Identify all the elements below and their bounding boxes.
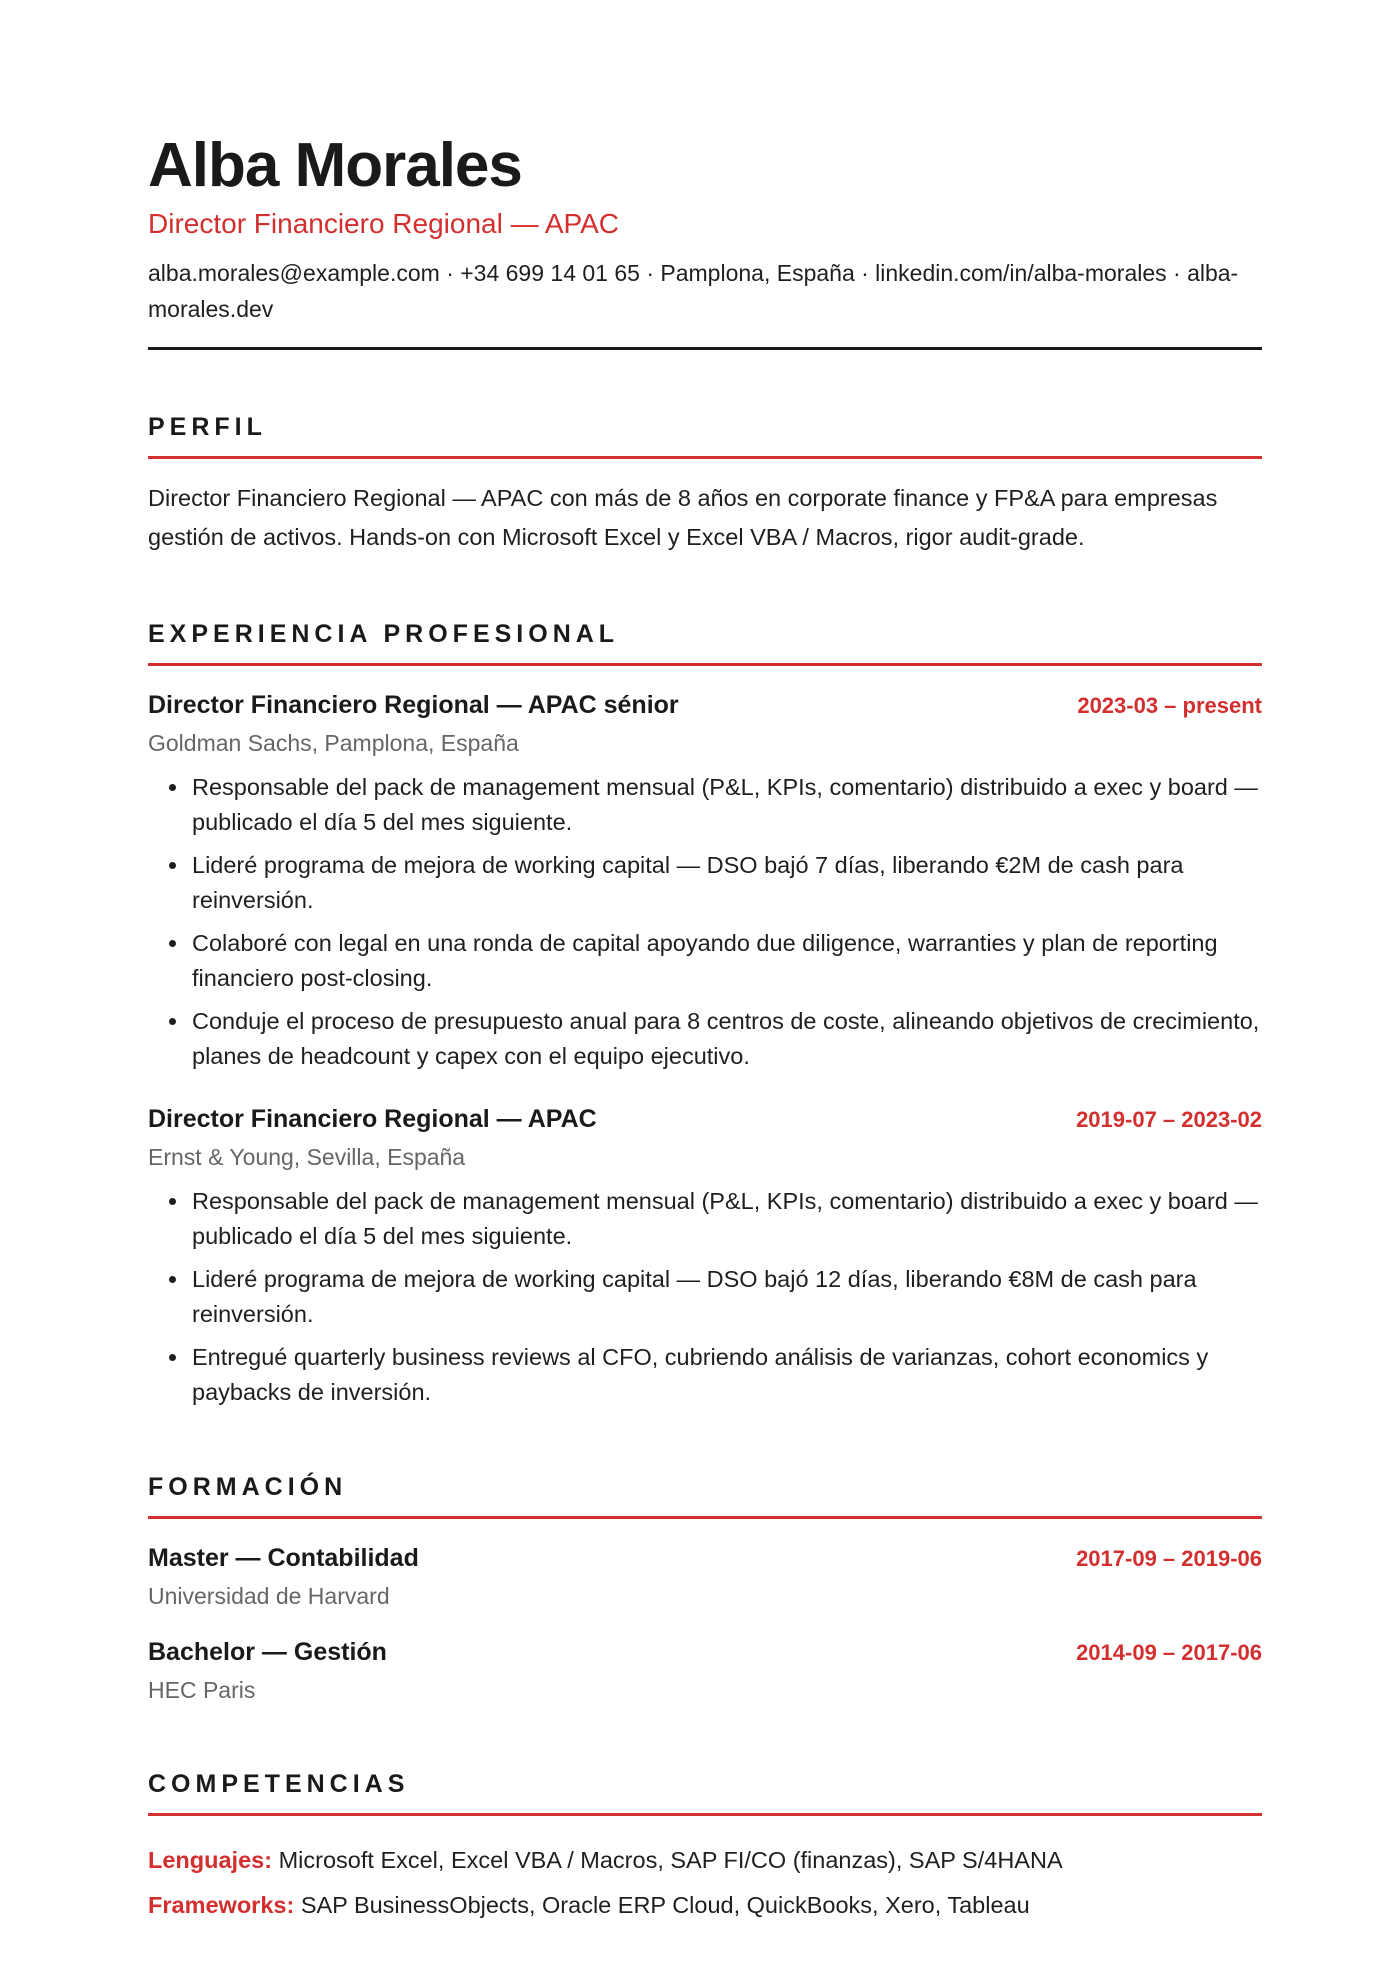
- experience-section: [148, 619, 1262, 1410]
- education-section: [148, 1472, 1262, 1707]
- job-bullet: • Responsable del pack de management mensual (P&L, KPIs, comentario) distribuido a exec y board — publicado el día 5 del mes siguiente.: [190, 770, 1262, 840]
- job-company: Goldman Sachs, Pamplona, España: [148, 730, 519, 756]
- job-title: Director Financiero Regional — APAC sénior: [148, 691, 679, 719]
- education-header: [148, 1541, 1262, 1576]
- section-title-education: FORMACIÓN: [148, 1472, 1262, 1519]
- school-name: Universidad de Harvard: [148, 1583, 390, 1609]
- job-bullet: • Conduje el proceso de presupuesto anual para 8 centros de coste, alineando objetivos de crecimiento, planes de headcount y capex con el equipo ejecutivo.: [190, 1004, 1262, 1074]
- section-title-skills: COMPETENCIAS: [148, 1769, 1262, 1816]
- skill-label: Lenguajes:: [148, 1847, 273, 1873]
- candidate-name: Alba Morales: [148, 131, 522, 200]
- section-title-experience: EXPERIENCIA PROFESIONAL: [148, 619, 1262, 666]
- header-divider: [148, 347, 1262, 350]
- job-title: Director Financiero Regional — APAC: [148, 1105, 597, 1133]
- resume-header: [148, 128, 1262, 350]
- degree-title: Master — Contabilidad: [148, 1544, 419, 1572]
- skill-value: Microsoft Excel, Excel VBA / Macros, SAP FI/CO (finanzas), SAP S/4HANA: [278, 1847, 1063, 1873]
- education-dates: 2017-09 – 2019-06: [1076, 1546, 1262, 1571]
- job-bullets: [148, 770, 1262, 1074]
- education-header: [148, 1635, 1262, 1670]
- job-bullet: • Responsable del pack de management mensual (P&L, KPIs, comentario) distribuido a exec y board — publicado el día 5 del mes siguiente.: [190, 1184, 1262, 1254]
- job-entry: [148, 1102, 1262, 1410]
- job-dates: 2019-07 – 2023-02: [1076, 1107, 1262, 1132]
- job-entry: [148, 688, 1262, 1074]
- job-bullet: • Colaboré con legal en una ronda de capital apoyando due diligence, warranties y plan de reporting financiero post-closing.: [190, 926, 1262, 996]
- education-entry: [148, 1541, 1262, 1613]
- contact-line: alba.morales@example.com · +34 699 14 01 65 · Pamplona, España · linkedin.com/in/alba-morales · alba-morales.dev: [148, 260, 1239, 322]
- section-title-profile: PERFIL: [148, 412, 1262, 459]
- profile-section: [148, 412, 1262, 557]
- candidate-role: Director Financiero Regional — APAC: [148, 208, 620, 239]
- job-dates: 2023-03 – present: [1077, 693, 1262, 718]
- job-header: [148, 688, 1262, 723]
- skill-value: SAP BusinessObjects, Oracle ERP Cloud, QuickBooks, Xero, Tableau: [300, 1892, 1030, 1918]
- job-bullet: • Lideré programa de mejora de working capital — DSO bajó 12 días, liberando €8M de cash para reinversión.: [190, 1262, 1262, 1332]
- job-company: Ernst & Young, Sevilla, España: [148, 1144, 466, 1170]
- skills-row: [148, 1838, 1262, 1883]
- resume-page: [148, 128, 1262, 1928]
- job-bullet: • Lideré programa de mejora de working capital — DSO bajó 7 días, liberando €2M de cash para reinversión.: [190, 848, 1262, 918]
- skills-list: [148, 1838, 1262, 1928]
- skills-row: [148, 1883, 1262, 1928]
- job-bullets: [148, 1184, 1262, 1410]
- skills-section: [148, 1769, 1262, 1928]
- education-entry: [148, 1635, 1262, 1707]
- skill-label: Frameworks:: [148, 1892, 295, 1918]
- profile-summary: Director Financiero Regional — APAC con más de 8 años en corporate finance y FP&A para empresas gestión de activos. Hands-on con Microsoft Excel y Excel VBA / Macros, rigor audit-grade.: [148, 485, 1218, 550]
- degree-title: Bachelor — Gestión: [148, 1638, 387, 1666]
- school-name: HEC Paris: [148, 1677, 256, 1703]
- job-header: [148, 1102, 1262, 1137]
- job-bullet: • Entregué quarterly business reviews al CFO, cubriendo análisis de varianzas, cohort economics y paybacks de inversión.: [190, 1340, 1262, 1410]
- education-dates: 2014-09 – 2017-06: [1076, 1640, 1262, 1665]
